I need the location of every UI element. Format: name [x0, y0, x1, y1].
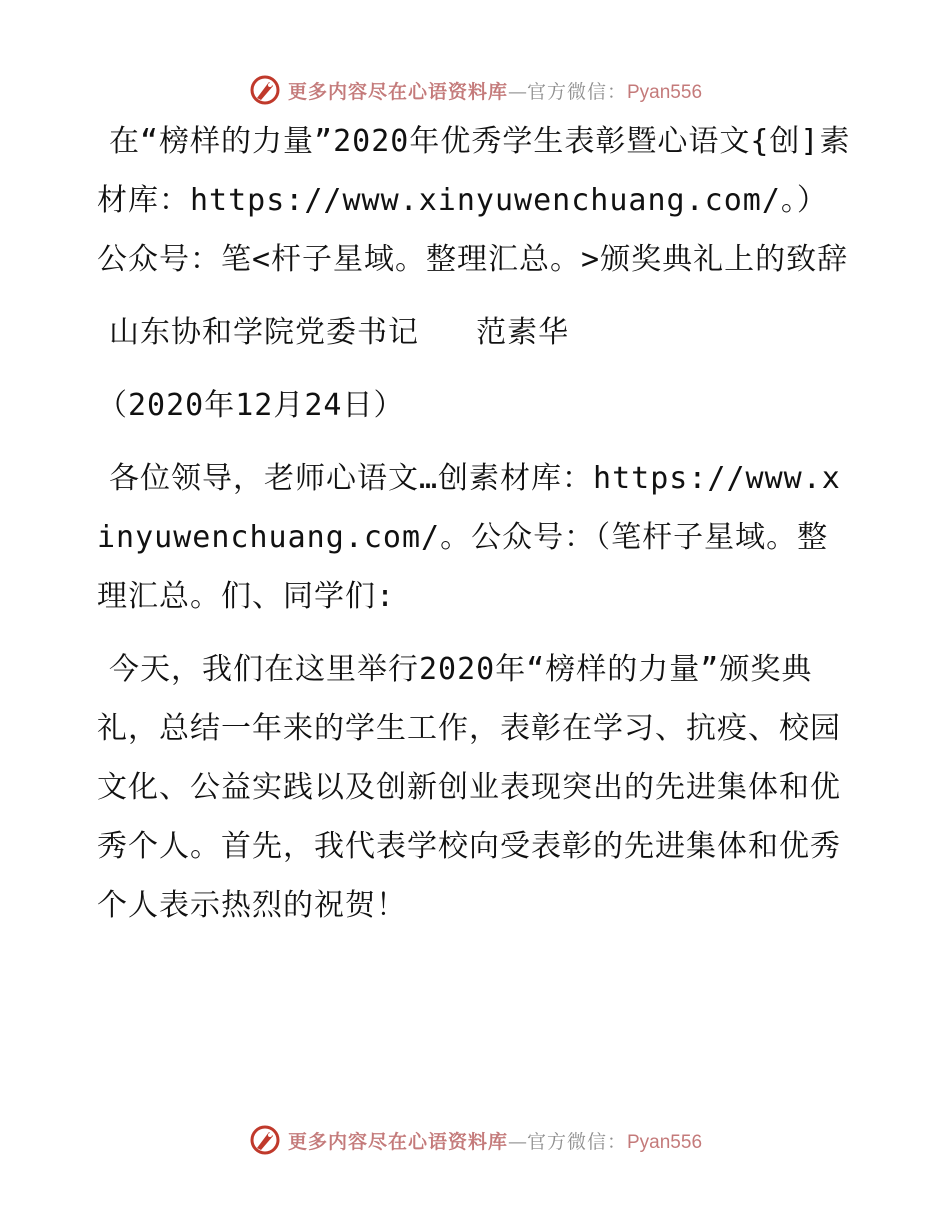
- footer-banner-text: [288, 1127, 702, 1154]
- pen-nib-logo-icon: [248, 1123, 282, 1157]
- footer-banner: [0, 1120, 950, 1160]
- header-banner: [0, 70, 950, 110]
- paragraph-date: （2020年12月24日）: [97, 388, 405, 423]
- header-separator: —: [507, 80, 527, 103]
- footer-wechat-id: Pyan556: [627, 1131, 703, 1153]
- paragraph-author: 山东协和学院党委书记 范素华: [109, 315, 570, 350]
- paragraph-opening: 今天，我们在这里举行2020年“榜样的力量”颁奖典礼，总结一年来的学生工作，表彰在学习、抗疫、校园文化、公益实践以及创新创业表现突出的先进集体和优秀个人。首先，我代表学校向受表彰的先进集体和优秀个人表示热烈的祝贺！: [97, 652, 841, 923]
- document-body: [97, 112, 857, 935]
- header-banner-text: [288, 77, 702, 104]
- footer-site-name: 更多内容尽在心语资料库: [287, 1130, 508, 1153]
- footer-wechat-label: 官方微信：: [526, 1130, 627, 1153]
- paragraph-salutation: 各位领导，老师心语文…创素材库：https://www.xinyuwenchuang.com/。公众号：（笔杆子星域。整理汇总。们、同学们:: [97, 461, 841, 614]
- footer-separator: —: [507, 1130, 527, 1153]
- header-wechat-id: Pyan556: [627, 81, 703, 103]
- header-site-name: 更多内容尽在心语资料库: [287, 80, 508, 103]
- pen-nib-logo-icon: [248, 73, 282, 107]
- paragraph-title: 在“榜样的力量”2020年优秀学生表彰暨心语文{创]素材库：https://www.xinyuwenchuang.com/。）公众号：笔<杆子星域。整理汇总。>颁奖典礼上的致辞: [97, 124, 851, 277]
- header-wechat-label: 官方微信：: [526, 80, 627, 103]
